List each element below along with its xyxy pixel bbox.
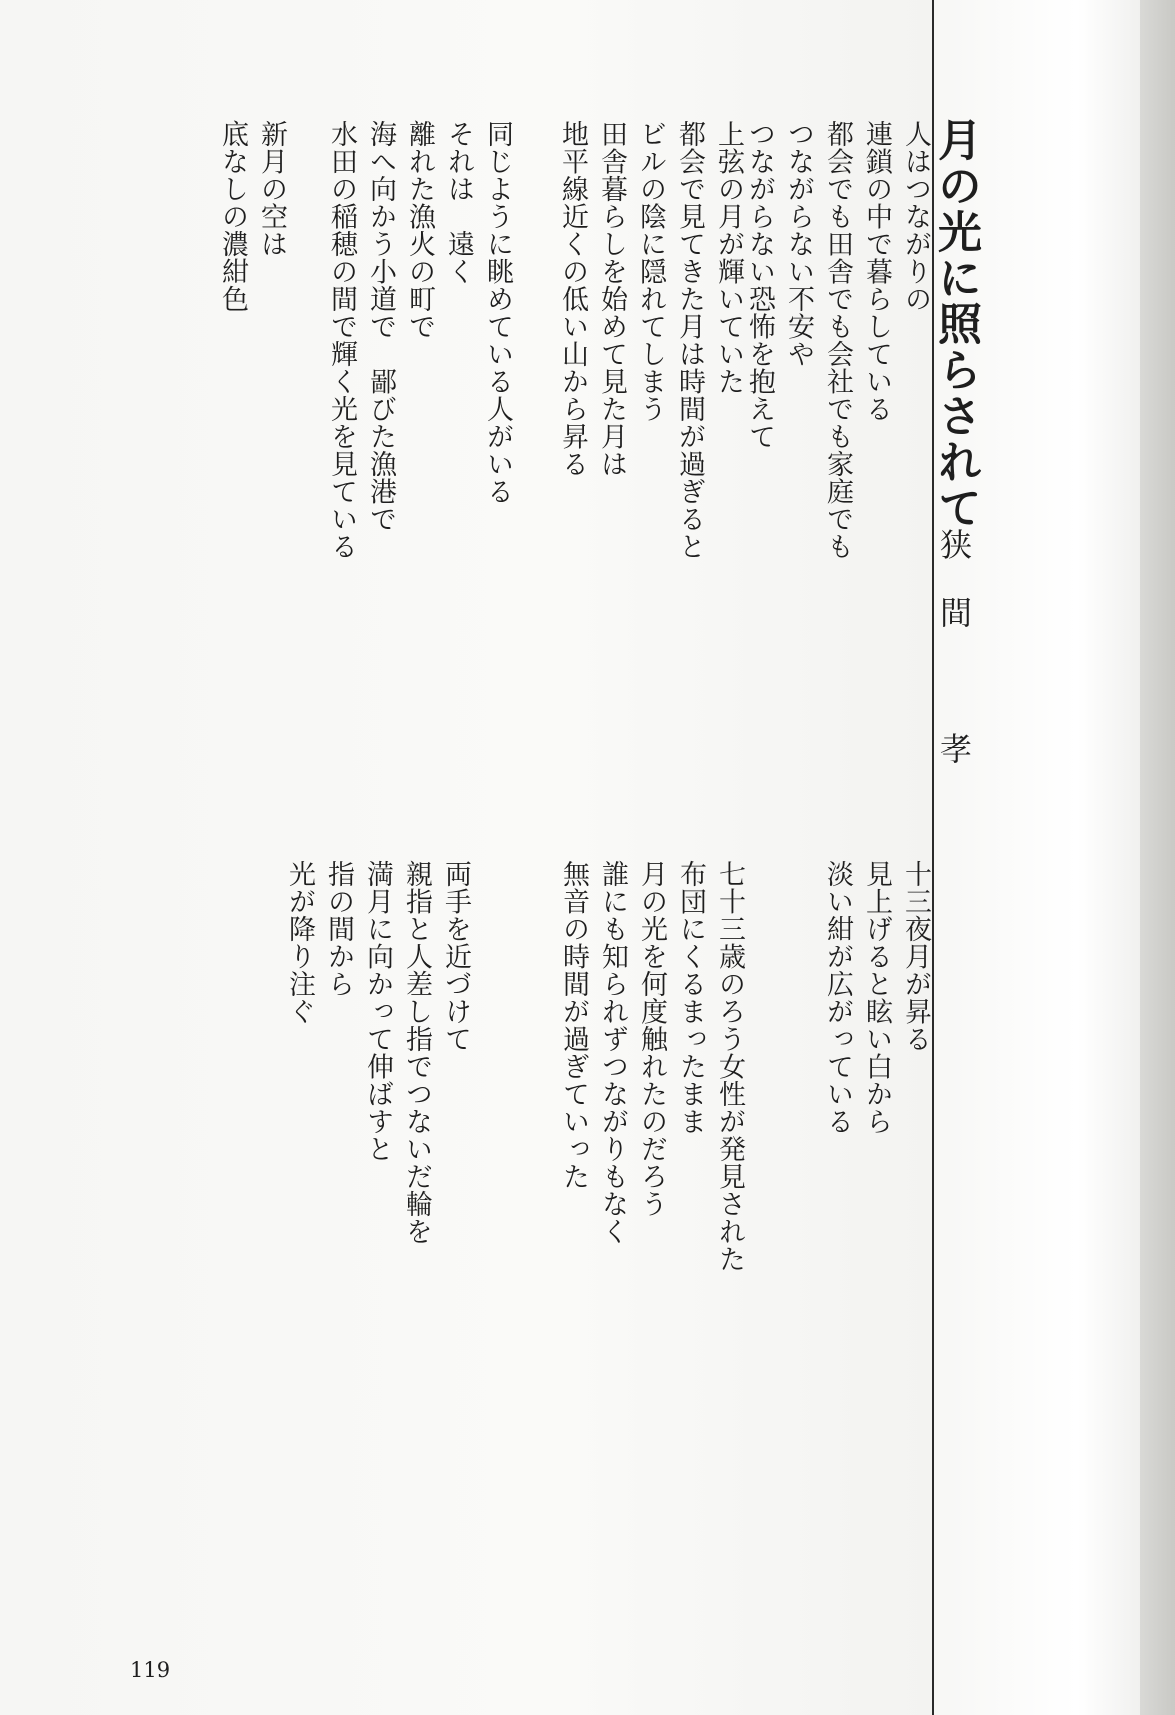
poem-author: 狭間 孝 <box>935 528 973 800</box>
poem-line: 月の光を何度触れたのだろう <box>636 860 667 1218</box>
poem-line: 指の間から <box>323 860 354 998</box>
stanza-7 <box>280 860 475 1245</box>
stanza-1 <box>740 120 935 560</box>
poem-line: 底なしの濃紺色 <box>217 120 248 313</box>
poem-title: 月の光に照らされて <box>930 117 981 531</box>
page-number: 119 <box>130 1658 171 1682</box>
poem-line: 上弦の月が輝いていた <box>713 120 744 395</box>
poem-line: 水田の稲穂の間で輝く光を見ている <box>326 120 357 560</box>
poem-line: 七十三歳のろう女性が発見された <box>714 860 745 1273</box>
poem-line: 見上げると眩い白から <box>861 860 892 1135</box>
poem-line: 満月に向かって伸ばすと <box>362 860 393 1163</box>
poem-line: 田舎暮らしを始めて見た月は <box>596 120 627 478</box>
poem-line: 新月の空は <box>256 120 287 258</box>
poem-line: 都会でも田舎でも会社でも家庭でも <box>822 120 853 560</box>
poem-line: 親指と人差し指でつないだ輪を <box>401 860 432 1245</box>
stanza-2 <box>553 120 748 560</box>
poem-line: それは 遠く <box>443 120 474 285</box>
poem-line: 無音の時間が過ぎていった <box>558 860 589 1190</box>
poem-line: 誰にも知られずつながりもなく <box>597 860 628 1245</box>
stanza-5 <box>818 860 935 1135</box>
stanza-4 <box>213 120 291 313</box>
poem-line: 地平線近くの低い山から昇る <box>557 120 588 478</box>
poem-line: 光が降り注ぐ <box>284 860 315 1025</box>
stanza-3 <box>322 120 517 560</box>
stanza-6 <box>554 860 749 1273</box>
poem-line: 同じように眺めている人がいる <box>482 120 513 505</box>
poem-line: 都会で見てきた月は時間が過ぎると <box>674 120 705 560</box>
poem-line: 両手を近づけて <box>440 860 471 1053</box>
poem-line: 淡い紺が広がっている <box>822 860 853 1135</box>
poem-line: 連鎖の中で暮らしている <box>861 120 892 423</box>
poem-line: 人はつながりの <box>900 120 931 313</box>
poem-line: つながらない恐怖を抱えて <box>744 120 775 450</box>
poem-line: 海へ向かう小道で 鄙びた漁港で <box>365 120 396 533</box>
poem-line: ビルの陰に隠れてしまう <box>635 120 666 423</box>
poem-line: 布団にくるまったまま <box>675 860 706 1135</box>
poem-line: 十三夜月が昇る <box>900 860 931 1053</box>
poem-line: つながらない不安や <box>783 120 814 368</box>
poem-line: 離れた漁火の町で <box>404 120 435 340</box>
next-page-edge <box>1140 0 1175 1715</box>
